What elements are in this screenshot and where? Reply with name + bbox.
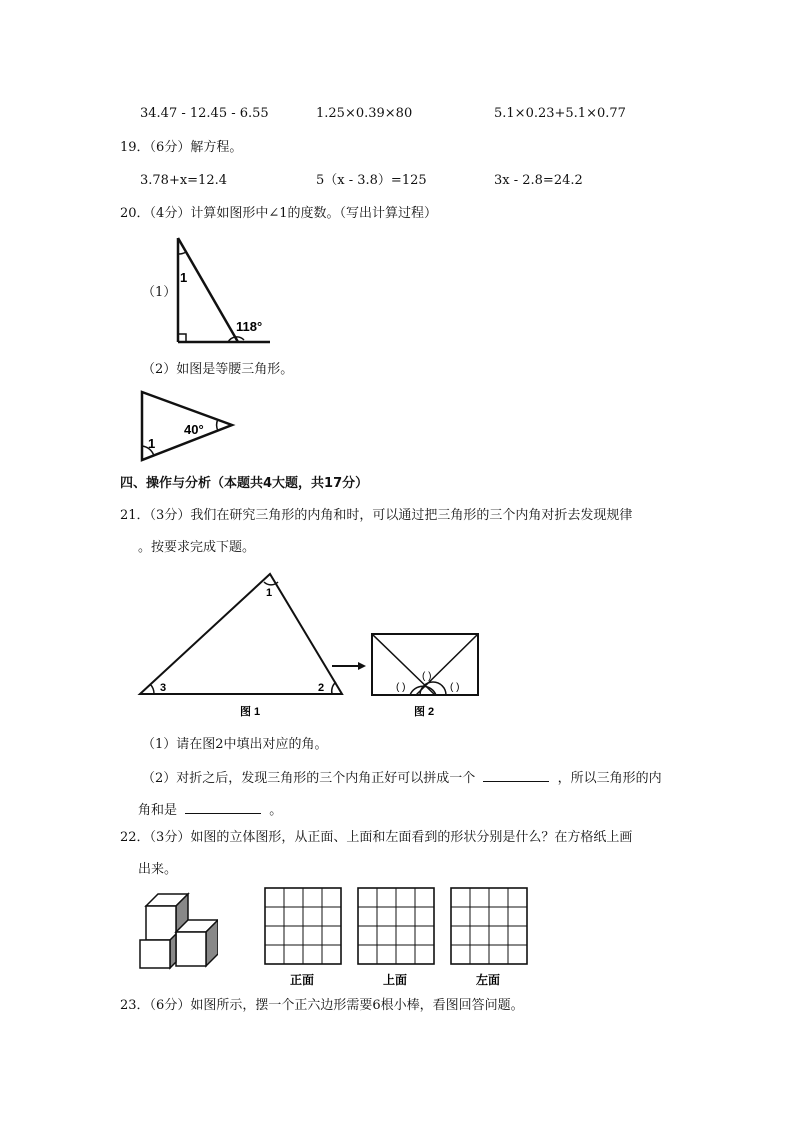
q21-line-2: 。按要求完成下题。 xyxy=(138,540,256,555)
q22-grid-front[interactable] xyxy=(265,888,341,964)
q22-grid-papers xyxy=(262,884,532,990)
q21-angle-3-label: 3 xyxy=(160,682,167,694)
q21-sub-1: （1）请在图2中填出对应的角。 xyxy=(142,737,328,752)
q21-sub-2-text-b: ，所以三角形的内 xyxy=(557,771,662,786)
q19-eq-3: 3x - 2.8=24.2 xyxy=(494,173,583,188)
q21-paren-top: ( ) xyxy=(422,671,432,682)
q21-angle-1-label: 1 xyxy=(266,587,273,599)
q20-figure-2 xyxy=(136,388,240,464)
q22-grid-top[interactable] xyxy=(358,888,434,964)
q21-line-1: 21．（3分）我们在研究三角形的内角和时，可以通过把三角形的三个内角对折去发现规律 xyxy=(120,508,633,523)
q20-fig1-angle-value: 118° xyxy=(236,319,263,334)
q18-expr-1: 34.47 - 12.45 - 6.55 xyxy=(140,106,269,121)
q20-part1-label: （1） xyxy=(142,285,177,300)
q21-sub-2-text-c: 角和是 xyxy=(138,803,178,818)
q19-eq-1: 3.78+x=12.4 xyxy=(140,173,228,188)
q21-figure xyxy=(136,568,481,720)
q19-title: 19．（6分）解方程。 xyxy=(120,140,243,155)
q21-sub-2 xyxy=(142,769,662,787)
q21-sub-2-cont xyxy=(138,801,282,819)
q18-expr-2: 1.25×0.39×80 xyxy=(316,106,413,121)
q21-paren-left: ( ) xyxy=(396,682,406,693)
q21-sub-2-text-a: （2）对折之后，发现三角形的三个内角正好可以拼成一个 xyxy=(142,771,476,786)
q20-title: 20．（4分）计算如图形中∠1的度数。（写出计算过程） xyxy=(120,206,437,221)
q20-fig2-angle-value: 40° xyxy=(184,422,204,437)
q22-line-2: 出来。 xyxy=(138,862,178,877)
q21-sub-2-text-d: 。 xyxy=(269,803,283,818)
q23-line-1: 23．（6分）如图所示，摆一个正六边形需要6根小棒，看图回答问题。 xyxy=(120,998,524,1013)
q21-paren-right: ( ) xyxy=(450,682,460,693)
q20-part2-text: （2）如图是等腰三角形。 xyxy=(142,362,294,377)
q21-caption-1: 图 1 xyxy=(240,706,261,718)
q21-answer-blank-1[interactable] xyxy=(483,769,549,782)
q20-figure-1 xyxy=(170,234,274,350)
q21-answer-blank-2[interactable] xyxy=(185,801,261,814)
q22-label-front: 正面 xyxy=(290,973,315,987)
q21-angle-2-label: 2 xyxy=(318,682,325,694)
q21-caption-2: 图 2 xyxy=(414,706,435,718)
q19-eq-2: 5（x - 3.8）=125 xyxy=(316,173,427,188)
q20-fig1-angle-label: 1 xyxy=(180,270,188,285)
q22-line-1: 22．（3分）如图的立体图形，从正面、上面和左面看到的形状分别是什么？在方格纸上画 xyxy=(120,830,633,845)
q22-label-left: 左面 xyxy=(476,973,501,987)
q22-grid-left[interactable] xyxy=(451,888,527,964)
q22-cube-figure xyxy=(134,888,218,972)
section-4-heading: 四、操作与分析（本题共4大题，共17分） xyxy=(120,476,369,491)
q20-fig2-angle-label: 1 xyxy=(148,436,156,451)
q18-expr-3: 5.1×0.23+5.1×0.77 xyxy=(494,106,626,121)
q22-label-top: 上面 xyxy=(383,973,408,987)
